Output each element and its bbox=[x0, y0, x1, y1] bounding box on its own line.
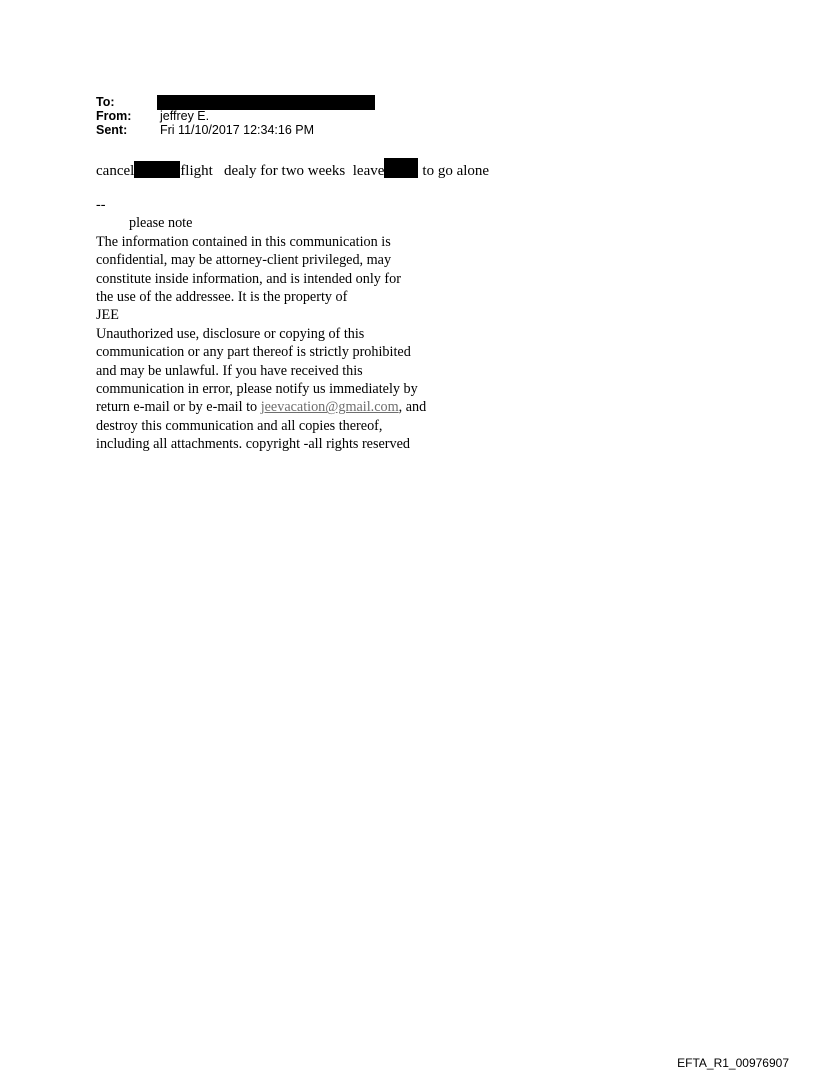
to-label: To: bbox=[96, 95, 115, 109]
message-part-1: cancel bbox=[96, 163, 135, 179]
sent-row bbox=[96, 123, 375, 137]
disclaimer-line: and may be unlawful. If you have received this bbox=[96, 362, 363, 379]
from-label: From: bbox=[96, 109, 132, 123]
redaction-block bbox=[134, 161, 180, 178]
from-value: jeffrey E. bbox=[160, 109, 210, 123]
disclaimer-line: communication in error, please notify us immediately by bbox=[96, 381, 418, 398]
to-row bbox=[96, 95, 375, 109]
disclaimer-line: destroy this communication and all copies thereof, bbox=[96, 417, 383, 434]
disclaimer-line: the use of the addressee. It is the property of bbox=[96, 289, 348, 306]
email-header bbox=[96, 95, 375, 137]
return-prefix: return e-mail or by e-mail to bbox=[96, 399, 261, 416]
redacted-recipient bbox=[157, 95, 375, 110]
disclaimer-return-line bbox=[96, 398, 426, 416]
disclaimer-line: The information contained in this communication is bbox=[96, 233, 391, 250]
signature-note: please note bbox=[129, 215, 193, 232]
signature-separator: -- bbox=[96, 197, 106, 213]
disclaimer-line: including all attachments. copyright -all rights reserved bbox=[96, 436, 411, 453]
message-part-3: to go alone bbox=[422, 163, 490, 179]
disclaimer-line: constitute inside information, and is intended only for bbox=[96, 270, 401, 287]
redaction-block bbox=[384, 158, 418, 178]
disclaimer-line: communication or any part thereof is strictly prohibited bbox=[96, 344, 411, 361]
from-row bbox=[96, 109, 375, 123]
message-part-2: flight dealy for two weeks leave bbox=[180, 163, 385, 179]
disclaimer-line: confidential, may be attorney-client privileged, may bbox=[96, 252, 392, 269]
signature-block bbox=[96, 196, 426, 454]
disclaimer-line: JEE bbox=[96, 307, 119, 324]
sent-value: Fri 11/10/2017 12:34:16 PM bbox=[160, 123, 315, 137]
email-link[interactable]: jeevacation@gmail.com bbox=[260, 399, 399, 416]
disclaimer-line: Unauthorized use, disclosure or copying of this bbox=[96, 325, 365, 342]
return-suffix: , and bbox=[398, 399, 427, 416]
sent-label: Sent: bbox=[96, 123, 128, 137]
document-id: EFTA_R1_00976907 bbox=[677, 1056, 789, 1070]
message-body bbox=[96, 158, 489, 180]
